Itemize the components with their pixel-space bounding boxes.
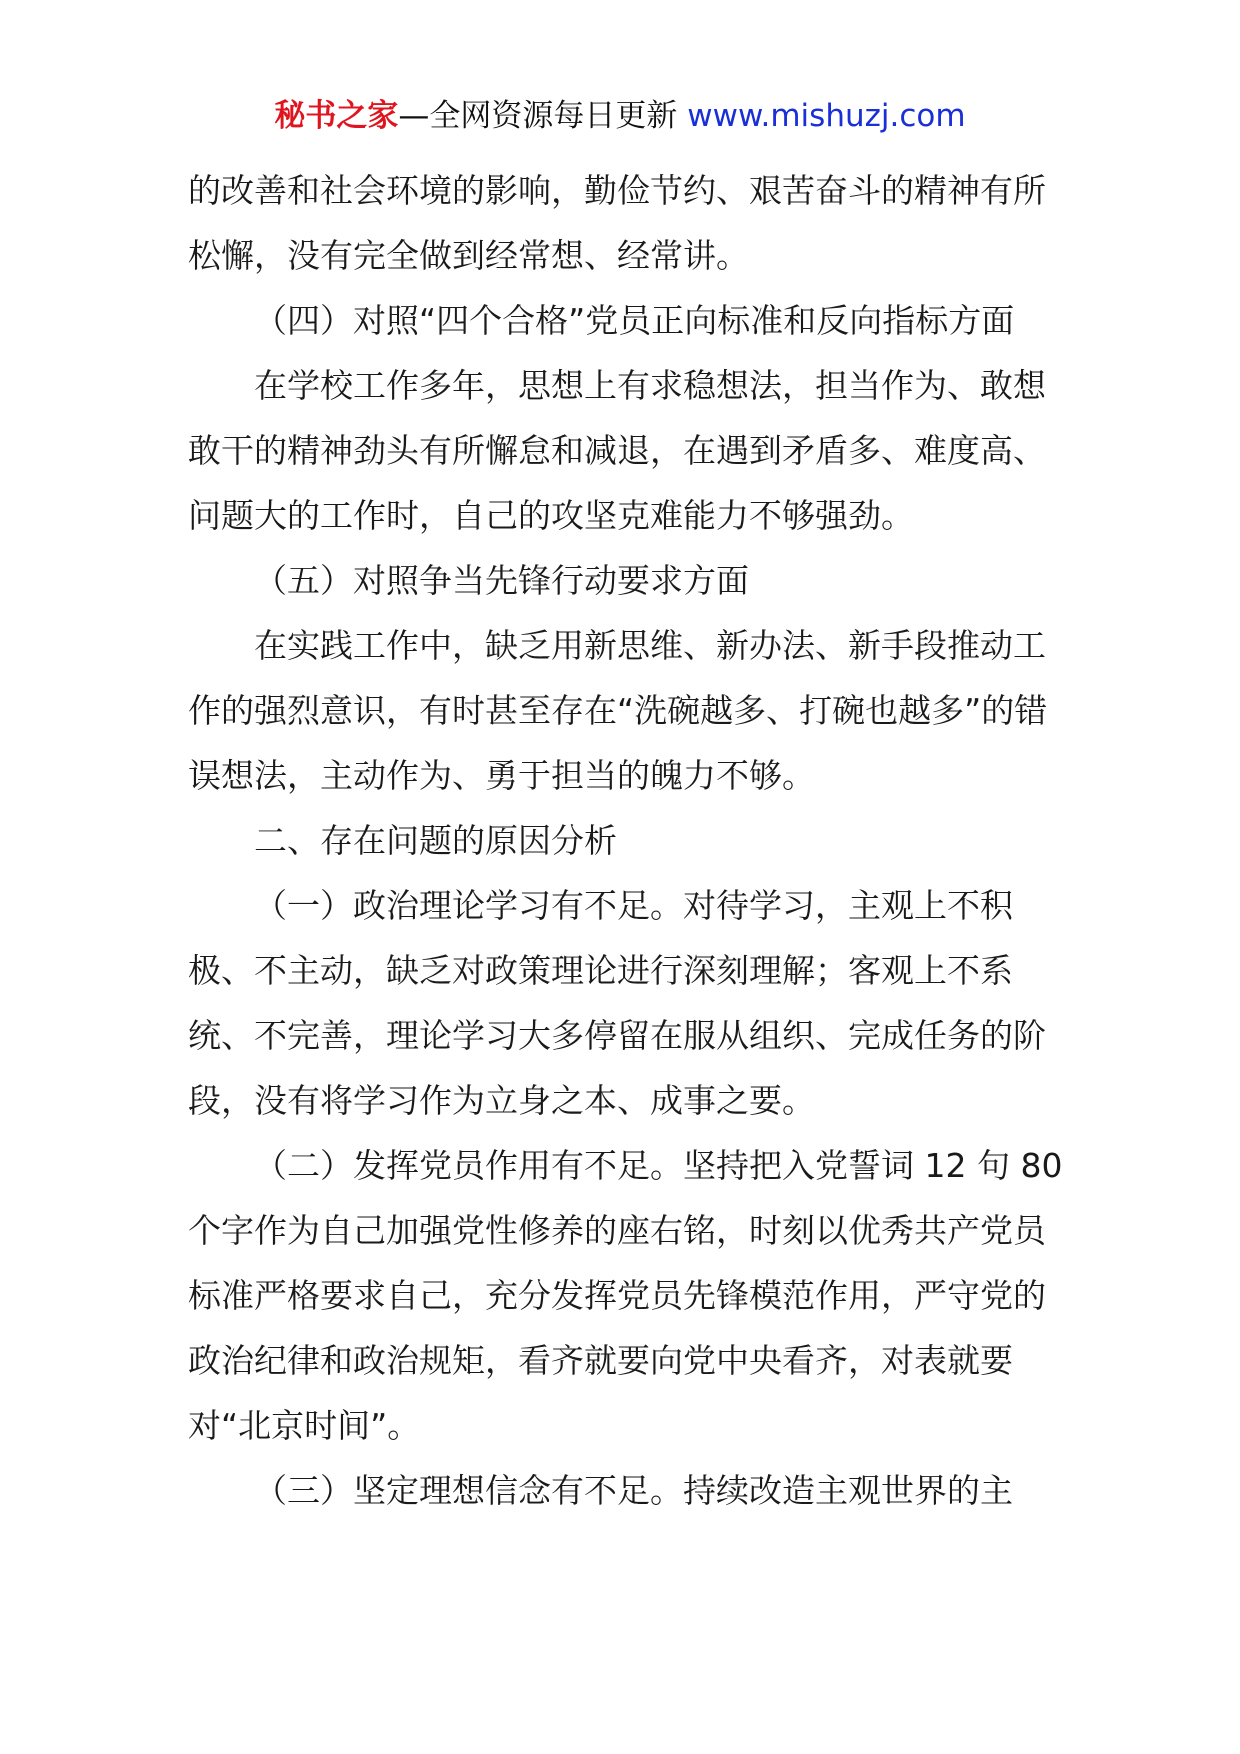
paragraph: 的改善和社会环境的影响，勤俭节约、艰苦奋斗的精神有所松懈，没有完全做到经常想、经常讲。 xyxy=(188,171,1046,275)
site-brand: 秘书之家 xyxy=(274,98,399,134)
paragraph: （一）政治理论学习有不足。对待学习，主观上不积极、不主动，缺乏对政策理论进行深刻理解；客观上不系统、不完善，理论学习大多停留在服从组织、完成任务的阶段，没有将学习作为立身之本、成事之要。 xyxy=(188,886,1046,1120)
document-body xyxy=(188,158,1068,1523)
paragraph: （二）发挥党员作用有不足。坚持把入党誓词 12 句 80 个字作为自己加强党性修养的座右铭，时刻以优秀共产党员标准严格要求自己，充分发挥党员先锋模范作用，严守党的政治纪律和政治规矩，看齐就要向党中央看齐，对表就要对“北京时间”。 xyxy=(188,1146,1063,1445)
site-url-link[interactable]: www.mishuzj.com xyxy=(687,98,966,134)
site-tagline: —全网资源每日更新 xyxy=(398,98,688,134)
paragraph: 在学校工作多年，思想上有求稳想法，担当作为、敢想敢干的精神劲头有所懈怠和减退，在遇到矛盾多、难度高、问题大的工作时，自己的攻坚克难能力不够强劲。 xyxy=(188,366,1046,535)
section-heading-5: （五）对照争当先锋行动要求方面 xyxy=(254,561,749,600)
section-heading-4: （四）对照“四个合格”党员正向标准和反向指标方面 xyxy=(254,301,1015,340)
paragraph: （三）坚定理想信念有不足。持续改造主观世界的主 xyxy=(254,1471,1013,1510)
site-header xyxy=(0,96,1240,136)
chapter-heading: 二、存在问题的原因分析 xyxy=(254,821,617,860)
paragraph: 在实践工作中，缺乏用新思维、新办法、新手段推动工作的强烈意识，有时甚至存在“洗碗越多、打碗也越多”的错误想法，主动作为、勇于担当的魄力不够。 xyxy=(188,626,1048,795)
